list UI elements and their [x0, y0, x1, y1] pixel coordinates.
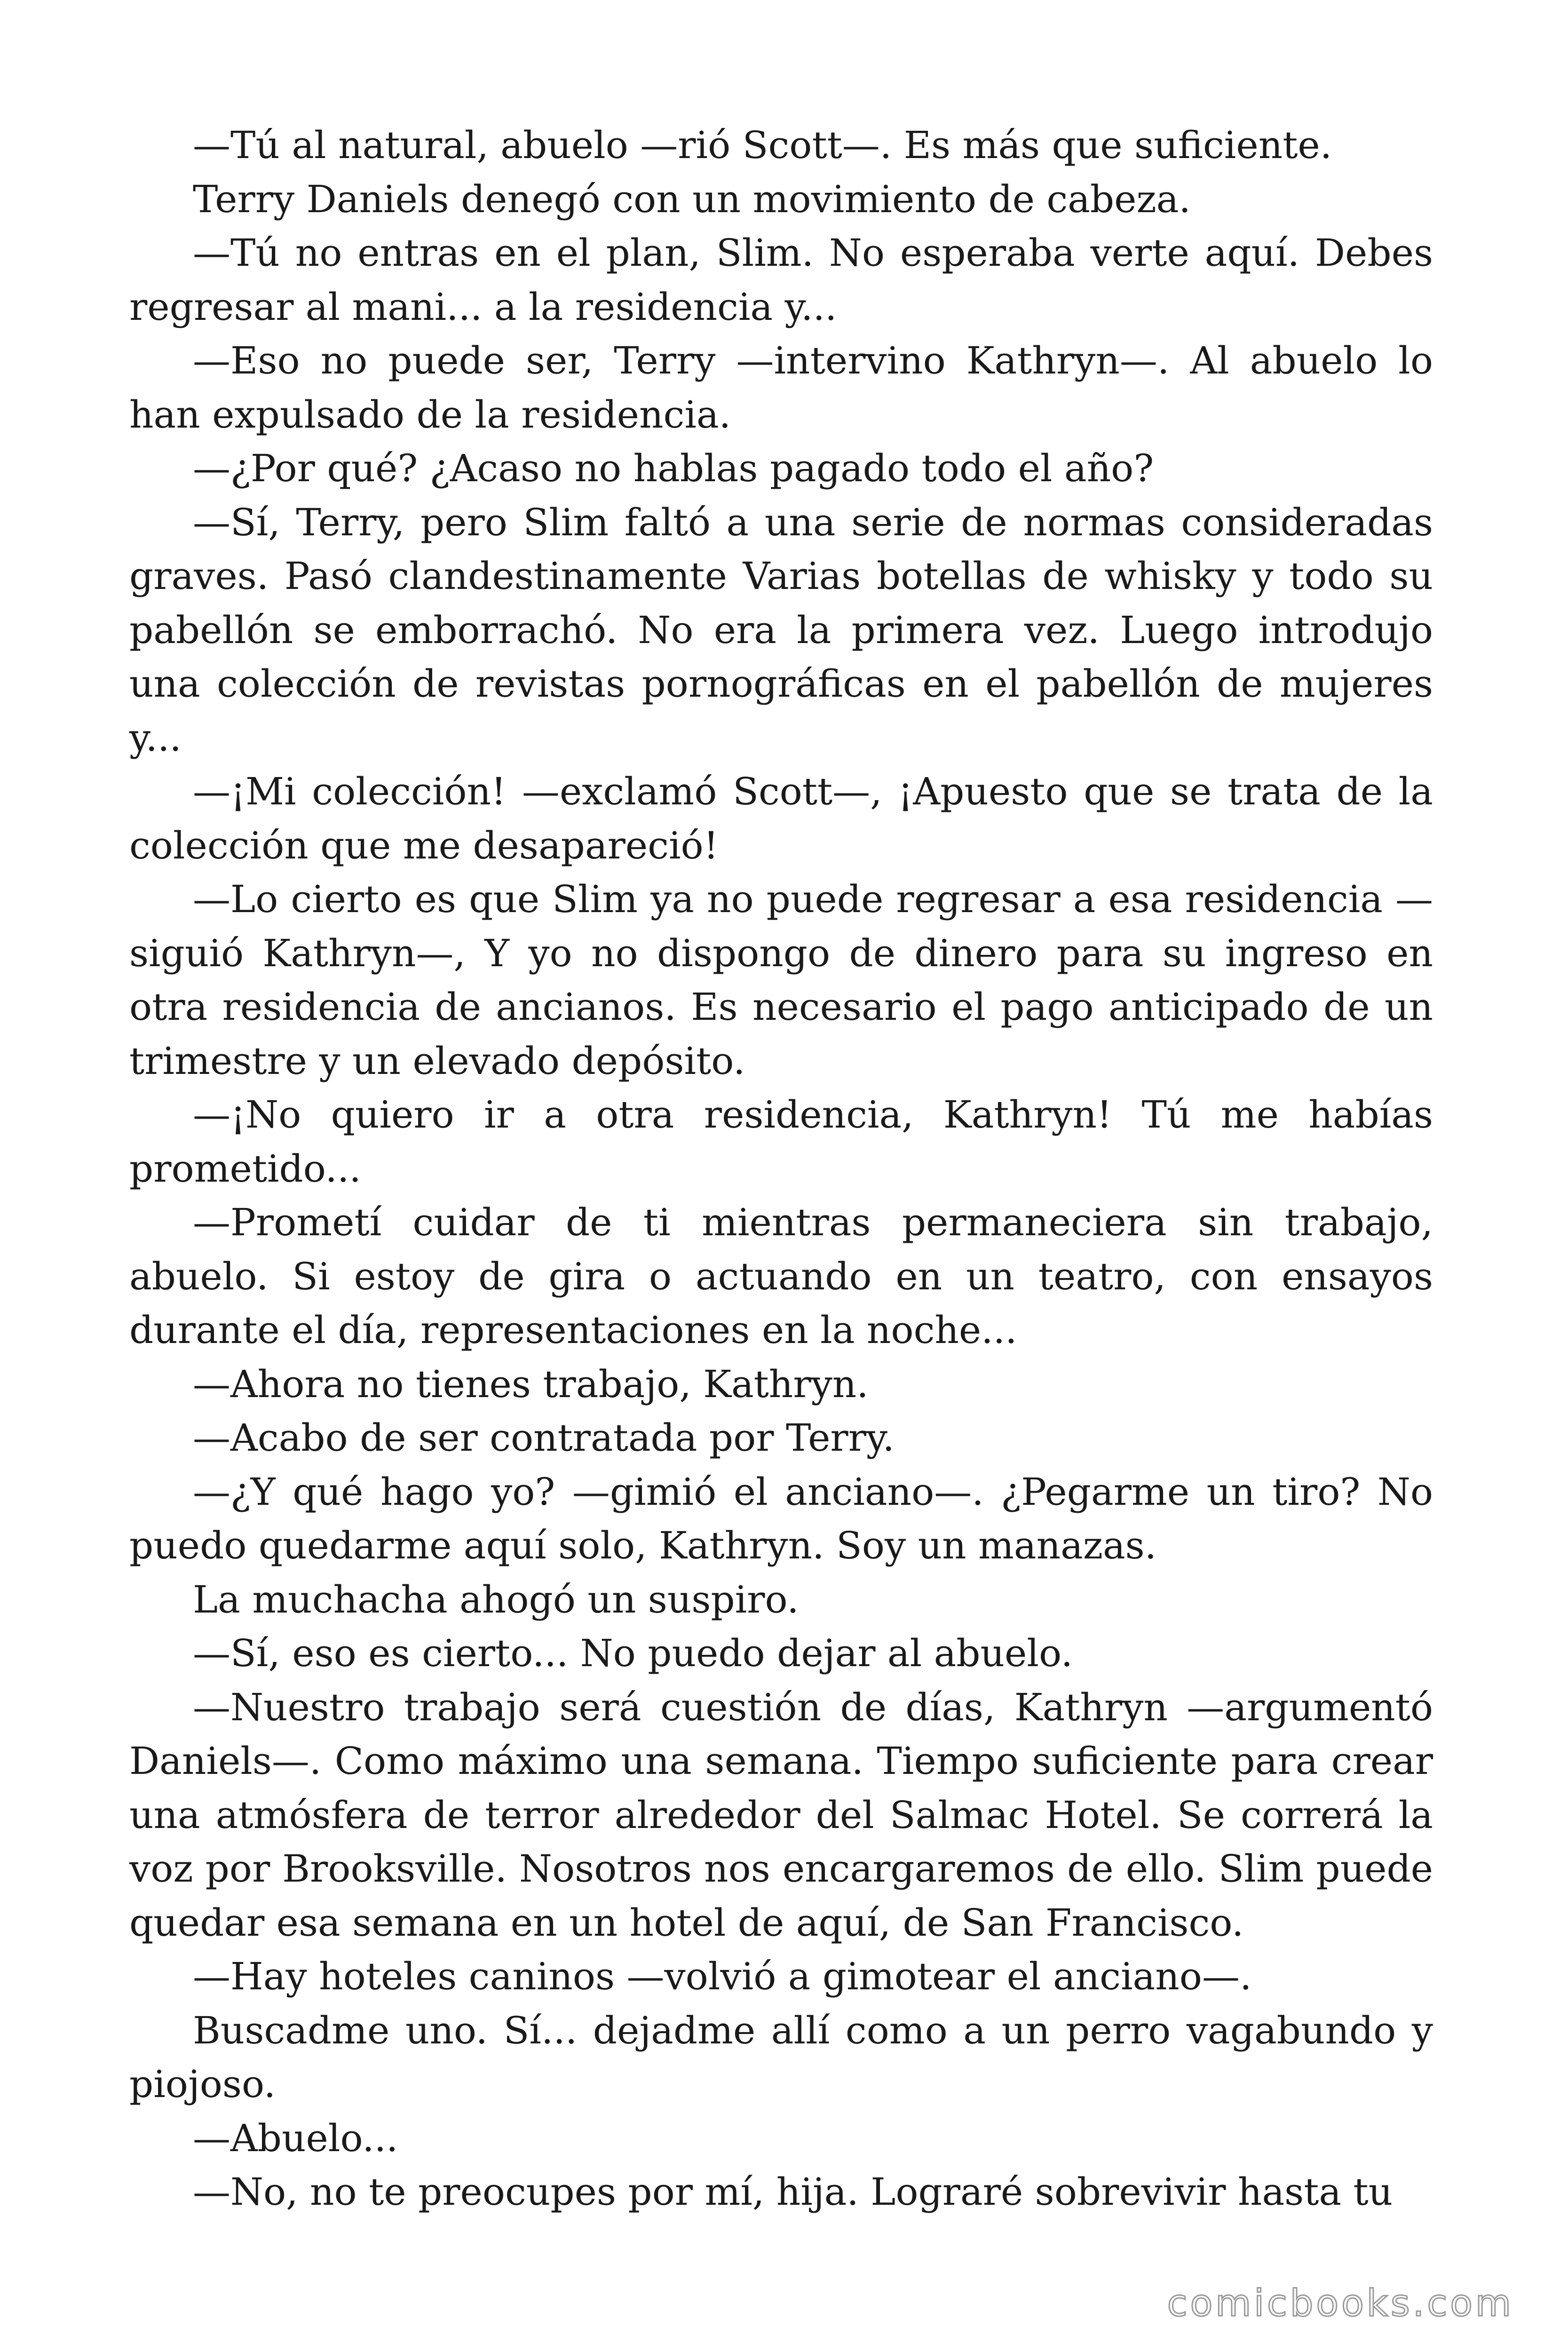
paragraph-19: —Abuelo... — [193, 2116, 398, 2160]
paragraph-3: —Tú no entras en el plan, Slim. No esperaba verte aquí. Debes regresar al mani... a la residencia y... — [129, 231, 1433, 329]
paragraph-18: Buscadme uno. Sí... dejadme allí como a un perro vagabundo y piojoso. — [129, 2008, 1433, 2106]
paragraph-15: —Sí, eso es cierto... No puedo dejar al abuelo. — [193, 1631, 1073, 1675]
watermark: comicbooks.com — [1167, 2282, 1514, 2325]
paragraph-20: —No, no te preocupes por mí, hija. Lograré sobrevivir hasta tu — [193, 2170, 1393, 2214]
paragraph-8: —Lo cierto es que Slim ya no puede regresar a esa residencia —siguió Kathryn—, Y yo no dispongo de dinero para su ingreso en otra residencia de ancianos. Es necesario el pago anticipado de un trimestre y un elevado depósito. — [129, 877, 1433, 1083]
paragraph-7: —¡Mi colección! —exclamó Scott—, ¡Apuesto que se trata de la colección que me desapareció! — [129, 770, 1433, 867]
paragraph-10: —Prometí cuidar de ti mientras permaneciera sin trabajo, abuelo. Si estoy de gira o actuando en un teatro, con ensayos durante el día, representaciones en la noche... — [129, 1200, 1433, 1352]
paragraph-6: —Sí, Terry, pero Slim faltó a una serie de normas consideradas graves. Pasó clandestinamente Varias botellas de whisky y todo su pabellón se emborrachó. No era la primera vez. Luego introdujo una colección de revistas pornográficas en el pabellón de mujeres y... — [129, 500, 1433, 760]
paragraph-4: —Eso no puede ser, Terry —intervino Kathryn—. Al abuelo lo han expulsado de la residencia. — [129, 339, 1433, 437]
paragraph-1: —Tú al natural, abuelo —rió Scott—. Es más que suficiente. — [193, 123, 1332, 167]
paragraph-13: —¿Y qué hago yo? —gimió el anciano—. ¿Pegarme un tiro? No puedo quedarme aquí solo, Kathryn. Soy un manazas. — [129, 1470, 1433, 1567]
paragraph-12: —Acabo de ser contratada por Terry. — [193, 1416, 895, 1460]
paragraph-2: Terry Daniels denegó con un movimiento de cabeza. — [193, 177, 1191, 221]
paragraph-11: —Ahora no tienes trabajo, Kathryn. — [193, 1362, 869, 1406]
paragraph-14: La muchacha ahogó un suspiro. — [193, 1577, 799, 1621]
body-text — [129, 119, 1433, 2219]
paragraph-9: —¡No quiero ir a otra residencia, Kathryn! Tú me habías prometido... — [129, 1093, 1433, 1191]
paragraph-17: —Hay hoteles caninos —volvió a gimotear el anciano—. — [193, 1955, 1252, 1998]
paragraph-5: —¿Por qué? ¿Acaso no hablas pagado todo el año? — [193, 446, 1154, 490]
paragraph-16: —Nuestro trabajo será cuestión de días, Kathryn —argumentó Daniels—. Como máximo una semana. Tiempo suficiente para crear una atmósfera de terror alrededor del Salmac Hotel. Se correrá la voz por Brooksville. Nosotros nos encargaremos de ello. Slim puede quedar esa semana en un hotel de aquí, de San Francisco. — [129, 1685, 1433, 1945]
